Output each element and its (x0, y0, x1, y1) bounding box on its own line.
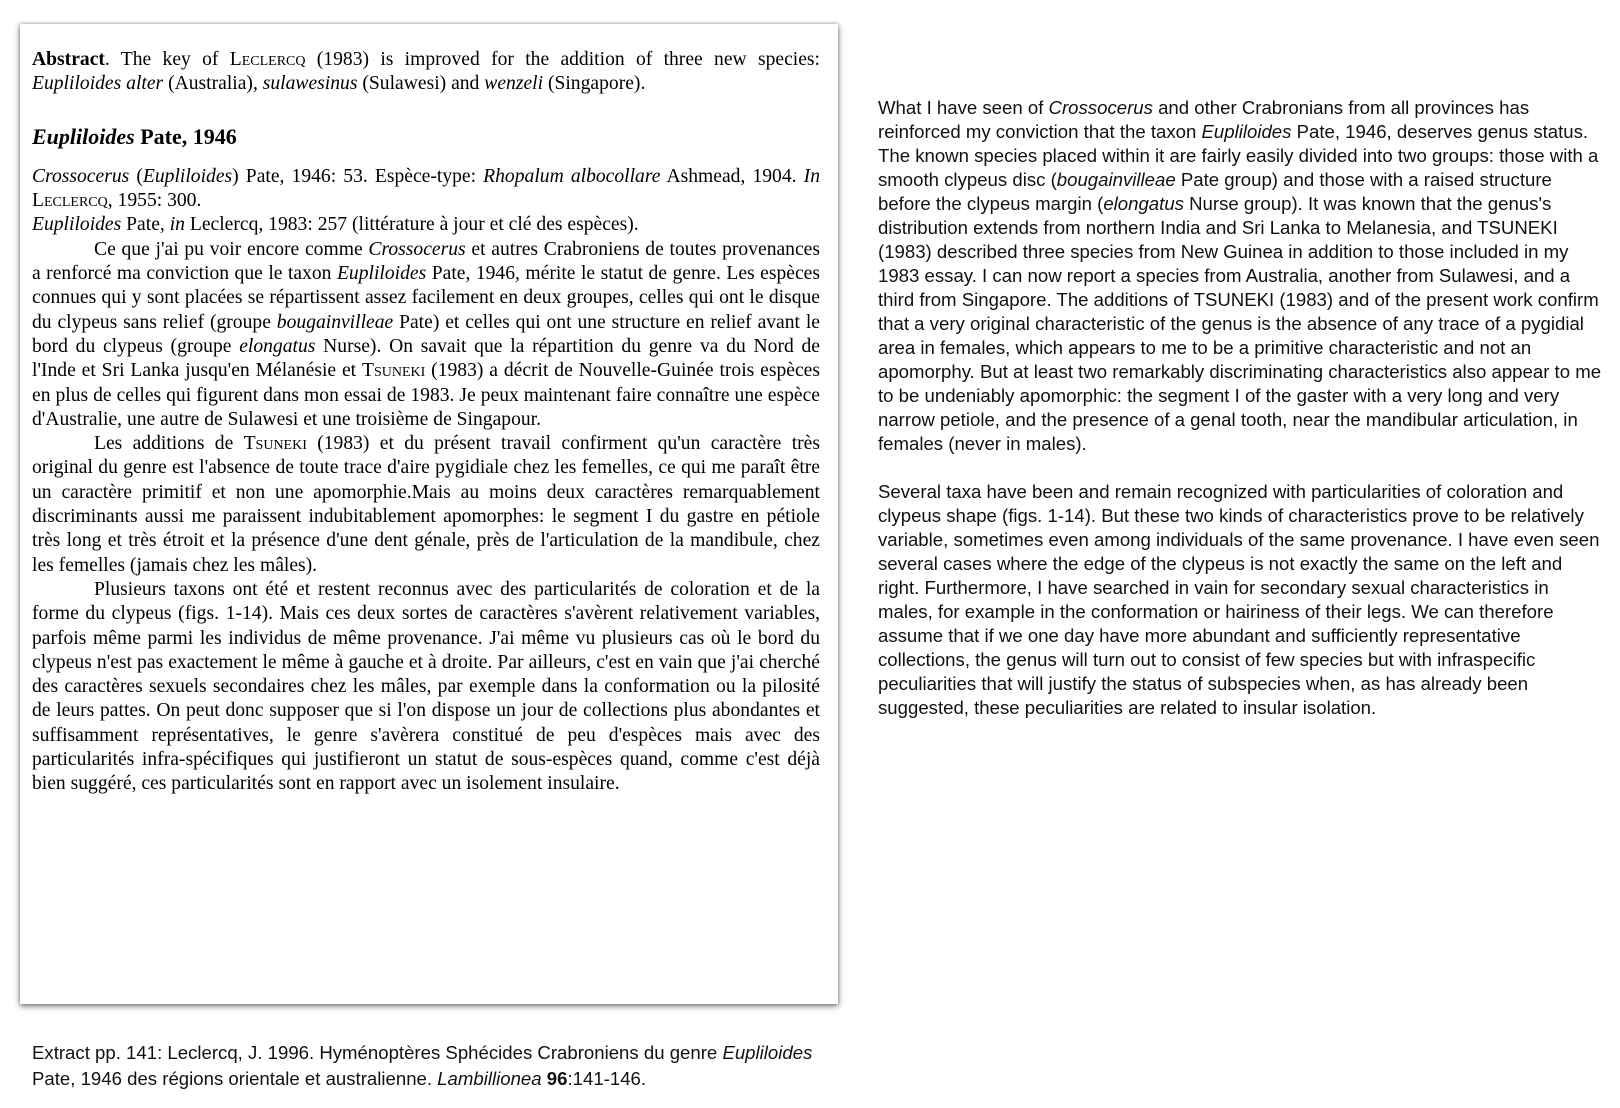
english-translation (878, 96, 1608, 744)
scanned-page (20, 24, 838, 1004)
citation-caption: Extract pp. 141: Leclercq, J. 1996. Hyménoptères Sphécides Crabroniens du genre Eupliloides Pate, 1946 des régions orientale et australienne. Lambillionea 96:141-146. (32, 1042, 813, 1089)
translation-paragraph-1: What I have seen of Crossocerus and other Crabronians from all provinces has reinforced my conviction that the taxon Eupliloides Pate, 1946, deserves genus status. The known species placed within it are fairly easily divided into two groups: those with a smooth clypeus disc (bougainvilleae Pate group) and those with a raised structure before the clypeus margin (elongatus Nurse group). It was known that the genus's distribution extends from northern India and Sri Lanka to Melanesia, and TSUNEKI (1983) described three species from New Guinea in addition to those included in my 1983 essay. I can now report a species from Australia, another from Sulawesi, and a third from Singapore. The additions of TSUNEKI (1983) and of the present work confirm that a very original characteristic of the genus is the absence of any trace of a pygidial area in females, which appears to me to be a primitive characteristic and not an apomorphy. But at least two remarkably discriminating characteristics also appear to me to be undeniably apomorphic: the segment I of the gaster with a very long and very narrow petiole, and the presence of a genal tooth, near the mandibular articulation, in females (never in males). (878, 97, 1602, 454)
french-paragraph-1: Ce que j'ai pu voir encore comme Crossocerus et autres Crabroniens de toutes provenances a renforcé ma conviction que le taxon Eupliloides Pate, 1946, mérite le statut de genre. Les espèces connues qui y sont placées se répartissent assez facilement en deux groupes, celles qui ont le disque du clypeus sans relief (groupe bougainvilleae Pate) et celles qui ont une structure en relief avant le bord du clypeus (groupe elongatus Nurse). On savait que la répartition du genre va du Nord de l'Inde et Sri Lanka jusqu'en Mélanésie et Tsuneki (1983) a décrit de Nouvelle-Guinée trois espèces en plus de celles qui figurent dans mon essai de 1983. Je peux maintenant faire connaître une espèce d'Australie, une autre de Sulawesi et une troisième de Singapour. (32, 238, 821, 430)
french-paragraph-2: Les additions de Tsuneki (1983) et du présent travail confirment qu'un caractère très original du genre est l'absence de toute trace d'aire pygidiale chez les femelles, ce qui me paraît être un caractère primitif et non une apomorphie.Mais au moins deux caractères remarquablement discriminants aussi me paraissent indubitablement apomorphes: le segment I du gastre en pétiole très long et très étroit et la présence d'une dent génale, près de l'articulation de la mandibule, chez les femelles (jamais chez les mâles). (32, 433, 820, 576)
synonymy-line-1: Crossocerus (Eupliloides) Pate, 1946: 53. Espèce-type: Rhopalum albocollare Ashmead, 1904. In Leclercq, 1955: 300. (32, 165, 820, 212)
synonymy-line-2: Eupliloides Pate, in Leclercq, 1983: 257 (littérature à jour et clé des espèces). (32, 214, 639, 236)
genus-heading: Eupliloides Pate, 1946 (32, 123, 237, 149)
abstract: Abstract. The key of Leclercq (1983) is improved for the addition of three new species: Eupliloides alter (Australia), sulawesinus (Sulawesi) and wenzeli (Singapore). (32, 49, 820, 95)
french-paragraph-3: Plusieurs taxons ont été et restent reconnus avec des particularités de coloration et de la forme du clypeus (figs. 1-14). Mais ces deux sortes de caractères s'avèrent relativement variables, parfois même parmi les individus de même provenance. J'ai même vu plusieurs cas où le bord du clypeus n'est pas exactement le même à gauche et à droite. Par ailleurs, c'est en vain que j'ai cherché des caractères sexuels secondaires chez les mâles, par exemple dans la conformation ou la pilosité de leurs pattes. On peut donc supposer que si l'on dispose un jour de collections plus abondantes et suffisamment représentatives, le genre s'avèrera constitué de peu d'espèces mais avec des particularités infra-spécifiques qui justifieront un statut de sous-espèces quand, comme c'est déjà bien suggéré, ces particularités sont en rapport avec un isolement insulaire. (32, 578, 820, 795)
translation-paragraph-2: Several taxa have been and remain recognized with particularities of coloration and clypeus shape (figs. 1-14). But these two kinds of characteristics prove to be relatively variable, sometimes even among individuals of the same provenance. I have even seen several cases where the edge of the clypeus is not exactly the same on the left and right. Furthermore, I have searched in vain for secondary sexual characteristics in males, for example in the conformation or hairiness of their legs. We can therefore assume that if we one day have more abundant and sufficiently representative collections, the genus will turn out to consist of few species but with infraspecific peculiarities that will justify the status of subspecies when, as has already been suggested, these peculiarities are related to insular isolation. (878, 481, 1600, 718)
